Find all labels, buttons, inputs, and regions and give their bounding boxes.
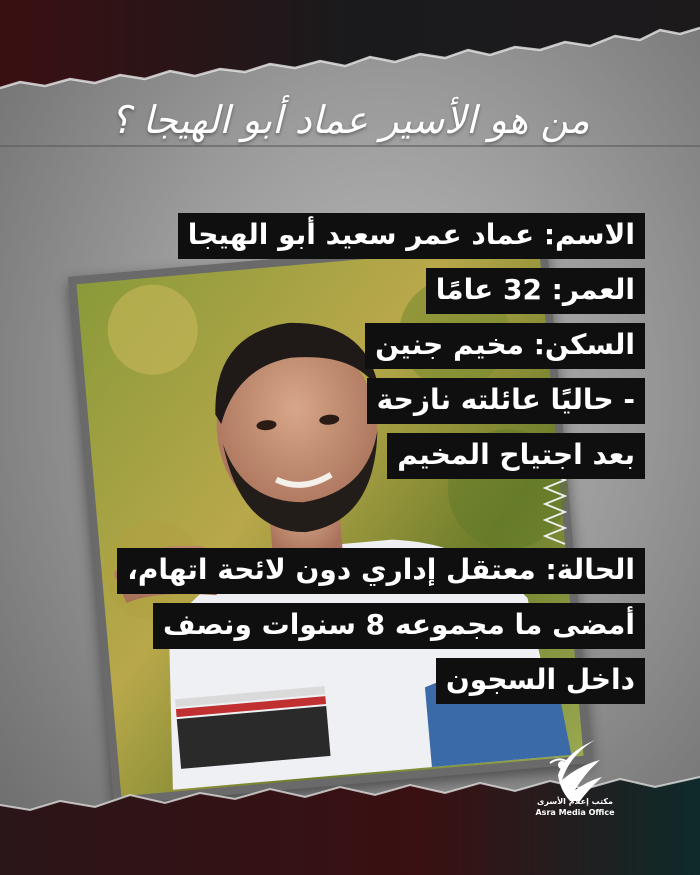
residence-note-label-2: بعد اجتياح المخيم <box>387 433 645 479</box>
name-label: الاسم: عماد عمر سعيد أبو الهيجا <box>178 213 645 259</box>
info-labels <box>45 213 645 488</box>
status-labels <box>25 548 645 713</box>
logo-name-ar: مكتب إعلام الأسرى <box>537 797 613 806</box>
divider-line-top <box>0 145 700 147</box>
status-line-1: الحالة: معتقل إداري دون لائحة اتهام، <box>117 548 645 594</box>
page-title: من هو الأسير عماد أبو الهيجا ؟ <box>110 98 590 142</box>
status-line-2: أمضى ما مجموعه 8 سنوات ونصف <box>153 603 645 649</box>
asra-media-office-logo <box>540 735 610 805</box>
age-label: العمر: 32 عامًا <box>426 268 645 314</box>
status-line-3: داخل السجون <box>436 658 645 704</box>
residence-label: السكن: مخيم جنين <box>365 323 645 369</box>
logo-name-en: Asra Media Office <box>535 808 615 817</box>
residence-note-label: - حاليًا عائلته نازحة <box>367 378 645 424</box>
